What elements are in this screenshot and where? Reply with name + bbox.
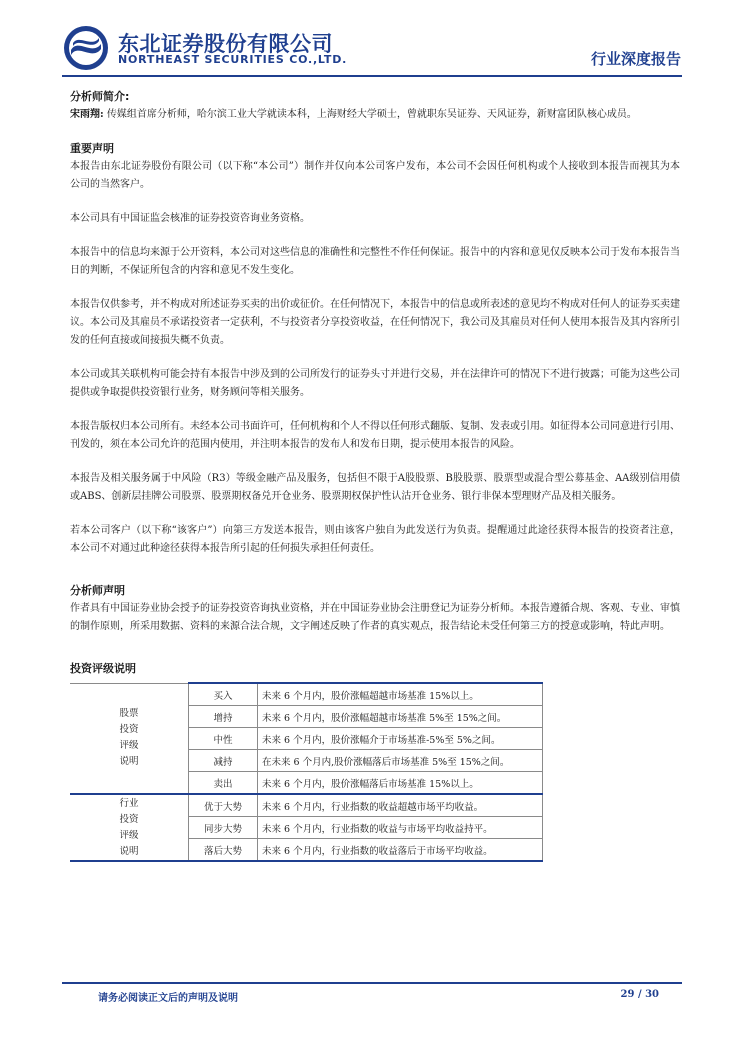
- northeast-securities-logo-icon: [62, 24, 110, 72]
- analyst-name: 宋雨翔:: [70, 109, 104, 120]
- notice-paragraph: 本报告由东北证券股份有限公司（以下称“本公司”）制作并仅向本公司客户发布，本公司不会因任何机构或个人接收到本报告而视其为本公司的当然客户。: [70, 161, 680, 190]
- header-divider: [62, 75, 682, 77]
- rating-desc: 未来 6 个月内，股价涨幅超越市场基准 15%以上。: [258, 683, 543, 706]
- notice-paragraph: 本报告中的信息均来源于公开资料，本公司对这些信息的准确性和完整性不作任何保证。报告中的内容和意见仅反映本公司于发布本报告当日的判断，不保证所包含的内容和意见不发生变化。: [70, 247, 680, 276]
- analyst-statement-text: 作者具有中国证券业协会授予的证券投资咨询执业资格，并在中国证券业协会注册登记为证券分析师。本报告遵循合规、客观、专业、审慎的制作原则，所采用数据、资料的来源合法合规，文字阐述反映了作者的真实观点，报告结论未受任何第三方的授意或影响，特此声明。: [70, 603, 680, 632]
- rating-desc: 未来 6 个月内，股价涨幅介于市场基准-5%至 5%之间。: [258, 728, 543, 750]
- rating-desc: 未来 6 个月内，股价涨幅超越市场基准 5%至 15%之间。: [258, 706, 543, 728]
- table-row: [70, 794, 543, 817]
- notice-paragraph: 本公司具有中国证监会核准的证券投资咨询业务资格。: [70, 213, 310, 224]
- notice-paragraph: 本报告仅供参考，并不构成对所述证券买卖的出价或征价。在任何情况下，本报告中的信息或所表述的意见均不构成对任何人的证券买卖建议。本公司及其雇员不承诺投资者一定获利，不与投资者分享投资收益，在任何情况下，我公司及其雇员对任何人使用本报告及其内容所引发的任何直接或间接损失概不负责。: [70, 299, 680, 346]
- notice-paragraph: 本报告及相关服务属于中风险（R3）等级金融产品及服务，包括但不限于A股股票、B股股票、股票型或混合型公募基金、AA级别信用债或ABS、创新层挂牌公司股票、股票期权备兑开仓业务、股票期权保护性认沽开仓业务、银行非保本型理财产品及相关服务。: [70, 473, 680, 502]
- rating-desc: 未来 6 个月内，行业指数的收益超越市场平均收益。: [258, 794, 543, 817]
- important-notice-title: 重要声明: [70, 142, 114, 155]
- rating-level: 减持: [189, 750, 258, 772]
- rating-desc: 未来 6 个月内，股价涨幅落后市场基准 15%以上。: [258, 772, 543, 795]
- footer-note: 请务必阅读正文后的声明及说明: [98, 993, 238, 1004]
- analyst-bio: 传媒组首席分析师，哈尔滨工业大学就读本科，上海财经大学硕士，曾就职东吴证券、天风证券，新财富团队核心成员。: [106, 109, 637, 120]
- rating-level: 同步大势: [189, 817, 258, 839]
- report-type-label: 行业深度报告: [590, 50, 681, 68]
- main-content: [70, 88, 680, 862]
- rating-desc: 未来 6 个月内，行业指数的收益落后于市场平均收益。: [258, 839, 543, 862]
- company-name-en: NORTHEAST SECURITIES CO.,LTD.: [118, 53, 348, 66]
- table-row: [70, 683, 543, 706]
- rating-desc: 在未来 6 个月内,股价涨幅落后市场基准 5%至 15%之间。: [258, 750, 543, 772]
- analyst-intro-title: 分析师简介:: [70, 90, 130, 103]
- rating-desc: 未来 6 个月内，行业指数的收益与市场平均收益持平。: [258, 817, 543, 839]
- page-number: 29 / 30: [620, 989, 659, 1000]
- rating-level: 买入: [189, 683, 258, 706]
- page-header: [0, 0, 744, 80]
- rating-title: 投资评级说明: [70, 662, 136, 675]
- rating-level: 优于大势: [189, 794, 258, 817]
- rating-level: 卖出: [189, 772, 258, 795]
- rating-level: 增持: [189, 706, 258, 728]
- company-name-cn: 东北证券股份有限公司: [118, 32, 333, 56]
- footer-divider: [62, 982, 682, 984]
- notice-paragraph: 本报告版权归本公司所有。未经本公司书面许可，任何机构和个人不得以任何形式翻版、复制、发表或引用。如征得本公司同意进行引用、刊发的，须在本公司允许的范围内使用，并注明本报告的发布人和发布日期，提示使用本报告的风险。: [70, 421, 680, 450]
- rating-level: 落后大势: [189, 839, 258, 862]
- notice-paragraph: 若本公司客户（以下称“该客户”）向第三方发送本报告，则由该客户独自为此发送行为负责。提醒通过此途径获得本报告的投资者注意，本公司不对通过此种途径获得本报告所引起的任何损失承担任何责任。: [70, 525, 680, 554]
- notice-paragraph: 本公司或其关联机构可能会持有本报告中涉及到的公司所发行的证券头寸并进行交易，并在法律许可的情况下不进行披露；可能为这些公司提供或争取提供投资银行业务，财务顾问等相关服务。: [70, 369, 680, 398]
- rating-table: [70, 682, 543, 862]
- analyst-statement-title: 分析师声明: [70, 584, 125, 597]
- industry-rating-group: 行业 投资 评级 说明: [70, 794, 189, 861]
- analyst-intro-text: [70, 106, 680, 124]
- rating-level: 中性: [189, 728, 258, 750]
- stock-rating-group: 股票 投资 评级 说明: [70, 683, 189, 794]
